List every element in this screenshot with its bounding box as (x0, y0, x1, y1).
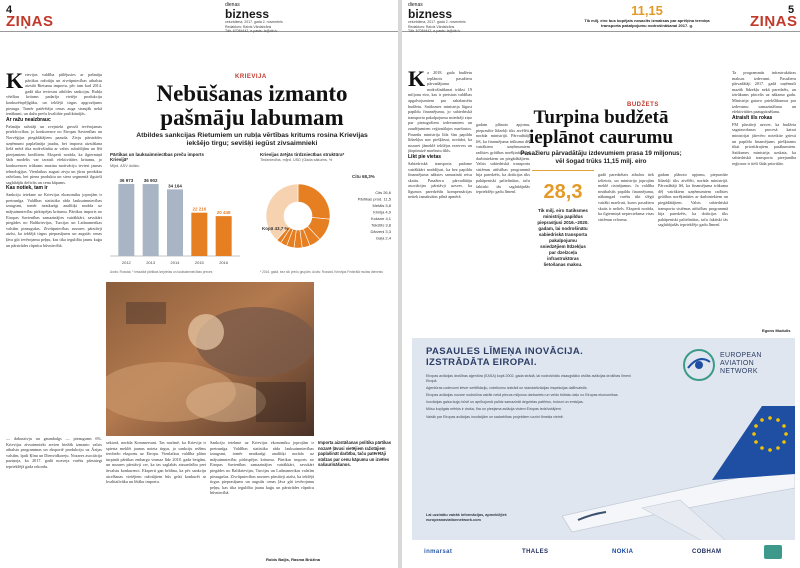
bar-value-label: 36 902 (143, 178, 158, 184)
bar-2013 (143, 184, 159, 256)
bar-category-label: 2016 (219, 260, 229, 265)
bar-2012 (118, 184, 134, 256)
ad-contact-line-1: Lai uzzinātu vairāk informācijas, apmeklējiet: (426, 513, 508, 517)
emblem-line-2: AVIATION (720, 360, 755, 367)
bar-value-label: 22 216 (192, 206, 207, 212)
logo-thales: THALES (522, 549, 549, 555)
bar-category-label: 2015 (194, 260, 204, 265)
article-body-4: Sankciju ietekme uz Krievijas ekonomiku joprojām ir pretrunīga. Valdības statistika rāda lauksaimniecības izaugsmi, tomēr neatkarīgi analītiķi norāda uz mājsaimniecību pirktspējas kritumu. Pārtikas imports no Eiropas Savienības samazinājies vairākkārt, savukārt piegādes no Baltkrievijas, Turcijas un Latīnamerikas valstīm pieaugušas. Zivrūpniecības nozares pārstāvji atzīst, ka iekšējā tirgus pieprasījums un augstās cenas ļāva gūt ievērojamu peļņu, kas tika ieguldīta jaunu kuģu un pārstrādes rūpnīcu būvniecībā. (210, 440, 314, 496)
right-page (402, 0, 800, 568)
bar-chart (110, 168, 240, 268)
pie-legend-item: Tekstils 3,8 (371, 222, 391, 228)
ad-title (426, 346, 656, 368)
ad-contact-url: europeanaviationnetwork.com (426, 518, 481, 522)
bar-2016 (216, 216, 232, 256)
pie-header-label: Citu 68,3% (352, 174, 375, 179)
masthead-phone-right: Tālr. 67084442, e-pasts: lz@db.lv (408, 29, 461, 33)
page-number-left: 4 (6, 4, 13, 16)
photo-caption: Importa aizstāšanas politika pārtikas nozarē ļāvusi vietējiem ražotājiem paplašināt darbību, taču patērētāji sūdzas par cenu kāpumu un izvēles sašaurināšanos. (318, 440, 392, 467)
ad-paragraph: Eiropas aviācijas nozare nodrošina vairāk nekā piecus miljonus darbavietu un veido būtisku daļu no Eiropas ekonomikas. (426, 393, 619, 398)
logo-inmarsat: inmarsat (424, 549, 453, 555)
right-article-body-3: gadā paredzētais atbalsts tiek izlietots, un ministrija joprojām meklē risinājumus. Ja valdība neatbalstīs papildu finansējumu, nākamgad varētu tikt slēgti vairāki maršruti, kuros pasažieru skaits ir neliels. Eksperti norāda, ka ilgtermiņā nepieciešama visas sistēmas reforma. (598, 172, 654, 222)
article-photo (106, 282, 314, 436)
ad-paragraph: Aģentūras uzdevumi ietver sertifikāciju, noteikumu izstrādi un standartizācijas inspekcijas dalībvalstīs. (426, 386, 588, 391)
bar-category-label: 2012 (121, 260, 131, 265)
masthead-name: bizness (225, 7, 270, 21)
kicker-left: KRIEVIJA (235, 74, 267, 80)
article-intro: rievijas valdība pūlējusies ar pašmāju pārtikas ražotāju un zivrūpniecības atbalstu aizstāt Rietumu importu, pēc tam kad 2014. gadā tika ieviestas atbildes sankcijas. Rubļa vērtības kritums padarīja vietējo produkciju konkurētspējīgāku, un iekšējā tirgus apgrozījums pieauga. Tomēr patērētāju cenas auga straujāk nekā ienākumi, un dažu preču kvalitāte pasliktinājās. (6, 72, 102, 117)
pie-legend-item: Gaļa 2,4 (375, 235, 391, 241)
bar-category-label: 2013 (146, 260, 156, 265)
pie-legend-item: Metāls 5,8 (372, 203, 391, 208)
teaser-text-2: transporta pakalpojumu nodrošināšanai 2017. g. (600, 23, 694, 28)
left-page-header (0, 0, 398, 32)
headline-right-line-1: Turpina budžetā (533, 107, 669, 128)
pie-chart (260, 164, 395, 266)
pie-legend-item: Cits 26,6 (375, 190, 391, 195)
dropcap-right: K (408, 70, 426, 91)
right-article-body-4: Ta programmās infrastruktūras maksas izdevumi. Pasažieru pārvadātāji 2017. gadā saņēmuši mazāk līdzekļu nekā paredzēts, un iztrūkums pārcelts uz nākamo gadu. Ministrija gatavo priekšlikumus par izdevumu samazināšanu un efektivitātes paaugstināšanu. (732, 70, 796, 115)
byline-left: Robis Baljis, Rasma Brūžina (266, 557, 321, 562)
chart2-subtitle: Tirdzniecība, mljrd. USD (Gada sākums, % (260, 158, 333, 162)
masthead-date-right: ceturtdiena, 2017. gada 2. novembris (408, 20, 466, 24)
masthead-pre: dienas (225, 2, 240, 8)
right-article-column-3b (658, 172, 728, 332)
subhead-line-1: Atbildes sankcijas Rietumiem un rubļa vērtības kritums rosina Krievijas (136, 132, 368, 139)
teaser-text-1: Tik milj. eiro bus kopējais nosacīts izmaksas par aprēķina termiņa (584, 18, 710, 23)
right-article-column-4 (732, 70, 796, 326)
masthead-editor: Redaktors: Raivis Vārdsbrāns (225, 24, 272, 29)
article-subtitle-1: Ar ražu neaizbrauc (6, 116, 51, 123)
headline-line-2: pašmāju labumam (160, 105, 344, 130)
pie-legend-item: Ķīmija 4,0 (373, 209, 391, 215)
emblem-line-1: EUROPEAN (720, 352, 762, 359)
bar-value-label: 36 973 (119, 177, 134, 183)
ad-paragraph: Eiropas aviācijas drošības aģentūra (EASA) kopš 2002. gada strādā, lai nodrošinātu visaugstāko civilās aviācijas drošības līmeni Eiropā. (426, 374, 631, 384)
emblem-line-3: NETWORK (720, 368, 758, 375)
pie-slice (298, 184, 330, 219)
right-article-body-1: a 2018. gada budžetu ieplānots pasažieru pārvadājumu nodrošināšanai trūkst 19 miljonu eiro, kas ir pretstats valdības apgalvojumiem par sabalansētu budžetu. Satiksmes ministrija lūgusi papildu finansējumu, jo sabiedriskā transporta pakalpojumu sniedzēji ziņo par pieaugošiem izdevumiem un zaudējumiem reģionālajos maršrutos. Finanšu ministrija līdz šim papildu līdzekļus nav piešķīrusi, norādot, ka nozarei jāmeklē iekšējas rezerves un jāoptimizē maršrutu tīkls. (408, 70, 472, 154)
masthead-name-right: bizness (408, 7, 453, 21)
aviation-network-emblem (682, 346, 788, 386)
headline-left (108, 82, 396, 130)
pie-legend-item: Pārtikas prod. 11,5 (357, 196, 391, 202)
subhead-line-2: iekšējo tirgu; sevišķi iegūst zivsaimnieki (186, 140, 318, 147)
ad-paragraph: Vairāk par Eiropas aviācijas inovācijām un sadarbības projektiem uzzini tīmekļa vietnē. (426, 414, 564, 419)
chart1-source: Avots: Rosstat. * Ieskaitot pārtikas izejvielas un lauksaimniecības preces (110, 270, 213, 274)
teaser-number: 11,15 (631, 3, 663, 18)
headline-line-1: Nebūšanas izmanto (156, 81, 348, 106)
masthead-editor-right: Redaktors: Raivis Vārdsbrāns (408, 24, 455, 29)
section-label-left: ZIŅAS (6, 13, 54, 30)
ad-title-line-2: IZSTRĀDĀTA EIROPAI. (426, 357, 537, 368)
bar-category-label: 2014 (170, 260, 180, 265)
logo-cobham: COBHAM (692, 549, 722, 555)
bar-value-label: 34 164 (168, 183, 182, 189)
photo-fish-market-illustration (106, 282, 314, 436)
bar-2014 (167, 189, 183, 256)
airplane-illustration (562, 396, 795, 546)
right-article-column-3 (598, 172, 654, 332)
teaser (547, 4, 747, 28)
chart1-title: Pārtikas un lauksaimniecības preču imports Krievijā* (110, 152, 205, 162)
ad-title-line-1: PASAULES LĪMEŅA INOVĀCIJA. (426, 346, 584, 357)
right-article-body-4b: FM pārstāvji uzsver, ka budžeta sagatavošanas procesā katrai ministrijai jāievēro noteiktie griesti un papildu finansējums piešķirams tikai prioritārajiem pasākumiem. Satiksmes ministrija uzskata, ka sabiedriskā transporta pieejamība reģionos ir tieši šāda prioritāte. (732, 121, 796, 166)
right-article-body-3b: gadam plānoto apjomu, pieprasītie līdzekļi tiks atvēlēti, norāda ministrijā. Pārvadātāji lēš, ka finansējuma trūkuma dēļ vairākiem uzņēmumiem radīsies grūtības norēķināties ar darbiniekiem un piegādātājiem. Valsts sabiedriskā transporta sistēmas attīstības programmā bija paredzēts, ka dotācijas tiks pakāpeniski palielinātas, taču faktiski tās saglabājušās iepriekšējo gadu līmenī. (658, 172, 728, 228)
advertisement (412, 338, 795, 564)
masthead-right (408, 3, 518, 34)
article-column-3 (106, 440, 206, 562)
ad-contact (426, 513, 507, 523)
article-column-1 (6, 72, 102, 432)
kicker-right: BUDŽETS (627, 102, 659, 108)
article-column-1b (6, 436, 102, 564)
article-body-2b: — dabaszivju un gaumbalgs — pieaugums 6%. Krievijas zivsaimnieki arvien biežāk izmanto valsts atbalsta programmas un eksportē produkciju uz Āzijas valstīm, īpaši Ķīnu un Dienvidkoreju. Nozares asociācija paziņoja, ka 2017. gadā nozveja varētu pārsniegt iepriekšējā gada rekordu. (6, 436, 102, 469)
left-page (0, 0, 398, 568)
pull-quote (532, 170, 594, 300)
emblem-icon (682, 348, 716, 382)
pull-text: Tik milj. eiro Satiksmes ministrija papildus pieprasījusi 2016.–2020. gadam, lai nodrošinātu sabiedriskā transporta pakalpojumu sniedzējiem līdzekļus par dzelzceļa infrastruktūras lietošanas maksu. (537, 208, 589, 267)
right-page-header (402, 0, 800, 32)
section-label-right: ZIŅAS (750, 13, 798, 30)
subhead-right-line-1: Pasažieru pārvadātāju izdevumiem prasa 19 miljonus; (520, 150, 682, 157)
chart2-source: * 2016. gadā, bez sīk preču grupām. Avots: Rosstat, Krievijas Federālā muitas dienests (260, 270, 383, 274)
article-body-2: Sankciju ietekme uz Krievijas ekonomiku joprojām ir pretrunīga. Valdības statistika rāda lauksaimniecības izaugsmi, tomēr neatkarīgi analītiķi norāda uz mājsaimniecību pirktspējas kritumu. Pārtikas imports no Eiropas Savienības samazinājies vairākkārt, savukārt piegādes no Baltkrievijas, Turcijas un Latīnamerikas valstīm pieaugušas. Zivrūpniecības nozares pārstāvji atzīst, ka iekšējā tirgus pieprasījums un augstās cenas ļāva gūt ievērojamu peļņu, kas tika ieguldīta jaunu kuģu un pārstrādes rūpnīcu būvniecībā. (6, 192, 102, 248)
article-body-3: sektorā, norāda Kommersant. Tas nozīmē, ka Krievija ir spiesta meklēt jaunus noieta tirgus, jo sankciju režīms ierobežo eksportu uz Eiropu. Vienlaikus valdība plāno turpināt pārtikas embargo vismaz līdz 2018. gada beigām, un nozares pārstāvji cer, ka tas saglabās aizsardzību pret ārvalstu konkurenci. Eksperti gan brīdina, ka pēc sankciju atcelšanas vietējiem ražotājiem būs grūti konkurēt ar kvalitatīvāku un lētāku importu. (106, 440, 206, 485)
emblem-text (720, 352, 762, 376)
article-subtitle-2: Kas notiek, tam ir (6, 185, 48, 192)
masthead-date: ceturtdiena, 2017. gada 2. novembris (225, 20, 283, 24)
bar-2015 (191, 213, 207, 256)
masthead-pre-right: dienas (408, 2, 423, 8)
bar-value-label: 20 448 (216, 210, 231, 216)
pie-legend-item: Koksne 4,1 (370, 216, 391, 221)
logo-green-mark (764, 545, 782, 559)
masthead-left (225, 3, 335, 34)
chart2-title: Krievijas ārējās tirdzniecības struktūra* (260, 152, 345, 157)
article-body-1: Pašmāju ražotāji un zvejnieki guvuši ievērojamas priekšrocības, jo konkurence no Eiropas Savienības un Norvēģijas piegādātājiem pazuda. Zivju pārstrādes uzņēmumi paplašināja jaudas, bet importa aizstāšana lielā mērā tika nodrošināta ar valsts subsīdijām un lēti pieejamiem kredītiem. Eksperti norāda, ka ilgtermiņā šāds modelis var izraisīt efektivitātes kritumu, jo konkurences trūkums mazina motivāciju ieviest jaunas tehnoloģijas. Vienlaikus augusi zivju un jūras produktu ražošana, bet piena produktu un siera segmentā ilgstoši saglabājās deficīts un cenu kāpums. (6, 123, 102, 185)
right-article-body-1b: Sabiedriskā transporta padome vairākkārt norādījusi, ka bez papildu finansējuma nāksies samazināt reisu skaitu. Pasažieru pārvadātāju asociācijas pārstāvji uzsver, ka līgumos paredzētās kompensācijas netiek izmaksātas pilnā apmērā. (408, 160, 472, 200)
logo-nokia: NOKIA (612, 549, 634, 555)
pie-legend-item: Dārzeņi 3,3 (370, 229, 391, 234)
right-article-subtitle-2: Atraisīt šīs rokas (732, 114, 773, 121)
right-article-subtitle-1: Likt pie vietas (408, 153, 442, 160)
subhead-right-line-2: vēl šogad trūks 11,15 milj. eiro (555, 157, 647, 165)
ad-paragraph: Mūsu kopīgais mērķis ir droša, tīra un pieejama aviācija visiem Eiropas iedzīvotājiem. (426, 407, 562, 412)
right-article-body-2: gadam plānoto apjomu, pieprasītie līdzekļi tiks atvēlēti, norāda ministrijā. Pārvadātāji lēš, ka finansējuma trūkuma dēļ vairākiem uzņēmumiem radīsies grūtības norēķināties ar darbiniekiem un piegādātājiem. Valsts sabiedriskā transporta sistēmas attīstības programmā bija paredzēts, ka dotācijas tiks pakāpeniski palielinātas, taču faktiski tās saglabājušās iepriekšējo gadu līmenī. (476, 122, 530, 195)
ad-sponsor-logos (412, 540, 795, 564)
page-number-right: 5 (788, 4, 795, 16)
headline-right-line-2: ieplānot caurumu (528, 127, 674, 148)
masthead-phone: Tālr. 67084442, e-pasts: lz@db.lv (225, 29, 278, 33)
subhead-right (476, 150, 726, 165)
pie-header-label: Kopā 43,7 % (262, 226, 289, 231)
article-column-4 (210, 440, 314, 552)
ad-paragraph: Inovācijas gaisa kuģu būvē un aprīkojumā palīdz samazināt degvielas patēriņu, troksni un emisijas. (426, 400, 584, 405)
dropcap: K (6, 72, 24, 93)
subhead-left (108, 132, 396, 148)
pull-number: 28,3 (543, 181, 583, 203)
byline-right: Egons Mudulis (762, 328, 791, 333)
chart1-subtitle: Mljrd. ASV dolāru (110, 164, 140, 168)
right-article-column-1 (408, 70, 472, 332)
headline-right (476, 108, 726, 148)
